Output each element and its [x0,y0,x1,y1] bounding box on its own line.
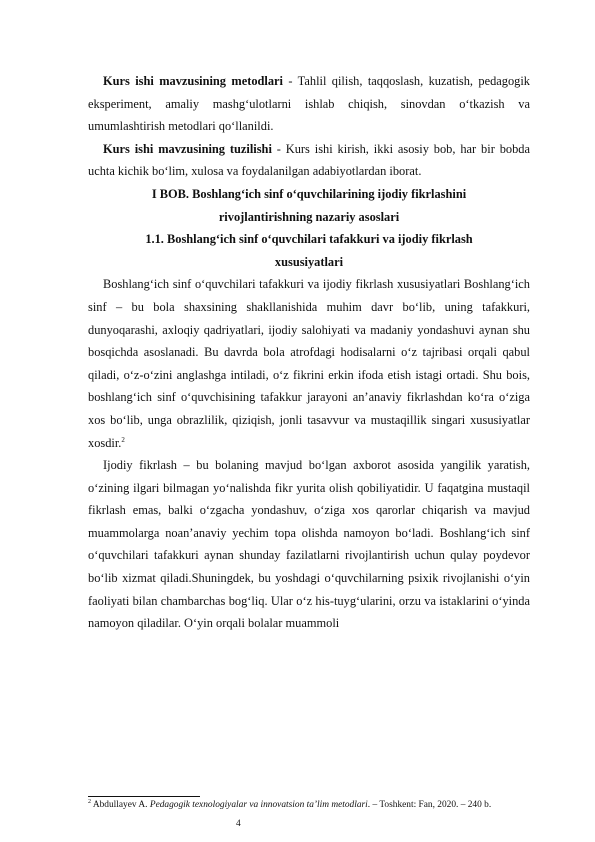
paragraph-1 [88,273,530,454]
page-number: 4 [236,819,241,829]
chapter-heading: I BOB. Boshlang‘ich sinf o‘quvchilarining ijodiy fikrlashini rivojlantirishning nazariy asoslari [151,186,467,224]
methods-text: - Tahlil qilish, taqqoslash, kuzatish, pedagogik eksperiment, amaliy mashg‘ulotlarni ishlab chiqish, sinovdan o‘tkazish va umumlashtirish metodlari qo‘llanildi. [88,74,530,134]
structure-lead: Kurs ishi mavzusining tuzilishi [103,141,272,156]
footnote-ref[interactable]: 2 [121,435,125,444]
paragraph-1-text: Boshlang‘ich sinf o‘quvchilari tafakkuri va ijodiy fikrlash xususiyatlari Boshlang‘ich sinf – bu bola shaxsining shakllanishida muhim davr bo‘lib, uning tafakkuri, dunyoqarashi, axloqiy qadriyatlari, ijodiy salohiyati va madaniy yondashuvi aynan shu bosqichda asoslanadi. Bu davrda bola atrofdagi hodisalarni o‘z tajribasi orqali qabul qiladi, o‘z-o‘zini anglashga intiladi, o‘z fikrini erkin ifoda etish istagi ortadi. Shu bois, boshlang‘ich sinf o‘quvchisining tafakkur jarayoni an’anaviy fikrlashdan ko‘ra o‘ziga xos bo‘lib, unga obrazlilik, qiziqish, jonli tasavvur va mustaqillik singari xususiyatlar xosdir. [88,277,530,450]
section-heading: 1.1. Boshlang‘ich sinf o‘quvchilari tafakkuri va ijodiy fikrlash xususiyatlari [145,232,473,269]
page-body [88,70,530,635]
methods-lead: Kurs ishi mavzusining metodlari [103,74,284,88]
footnote-title: Pedagogik texnologiyalar va innovatsion ta’lim metodlari [149,800,368,810]
footnote-author: Abdullayev A. [91,800,150,810]
footnote-rule [88,796,200,797]
footnote [88,799,518,812]
structure-paragraph [88,138,530,183]
methods-paragraph [88,70,530,138]
structure-text: - Kurs ishi kirish, ikki asosiy bob, har bir bobda uchta kichik bo‘lim, xulosa va foydalanilgan adabiyotlardan iborat. [88,141,530,179]
paragraph-2: Ijodiy fikrlash – bu bolaning mavjud bo‘lgan axborot asosida yangilik yaratish, o‘zining ilgari bilmagan yo‘nalishda fikr yurita olish qobiliyatidir. U faqatgina mustaqil fikrlash emas, balki o‘zgacha yondashuv, o‘ziga xos qarorlar chiqarish va mavjud muammolarga noan’anaviy yechim topa olishda namoyon bo‘ladi. Boshlang‘ich sinf o‘quvchilari tafakkuri aynan shunday fazilatlarni rivojlantirish uchun qulay poydevor bo‘lib xizmat qiladi.Shuningdek, bu yoshdagi o‘quvchilarning psixik rivojlanishi o‘yin faoliyati bilan chambarchas bog‘liq. Ular o‘z his-tuyg‘ularini, orzu va istaklarini o‘yinda namoyon qiladilar. O‘yin orqali bolalar muammoli [88,458,530,631]
footnote-number: 2 [88,798,91,805]
footnote-rest: . – Toshkent: Fan, 2020. – 240 b. [367,800,492,810]
